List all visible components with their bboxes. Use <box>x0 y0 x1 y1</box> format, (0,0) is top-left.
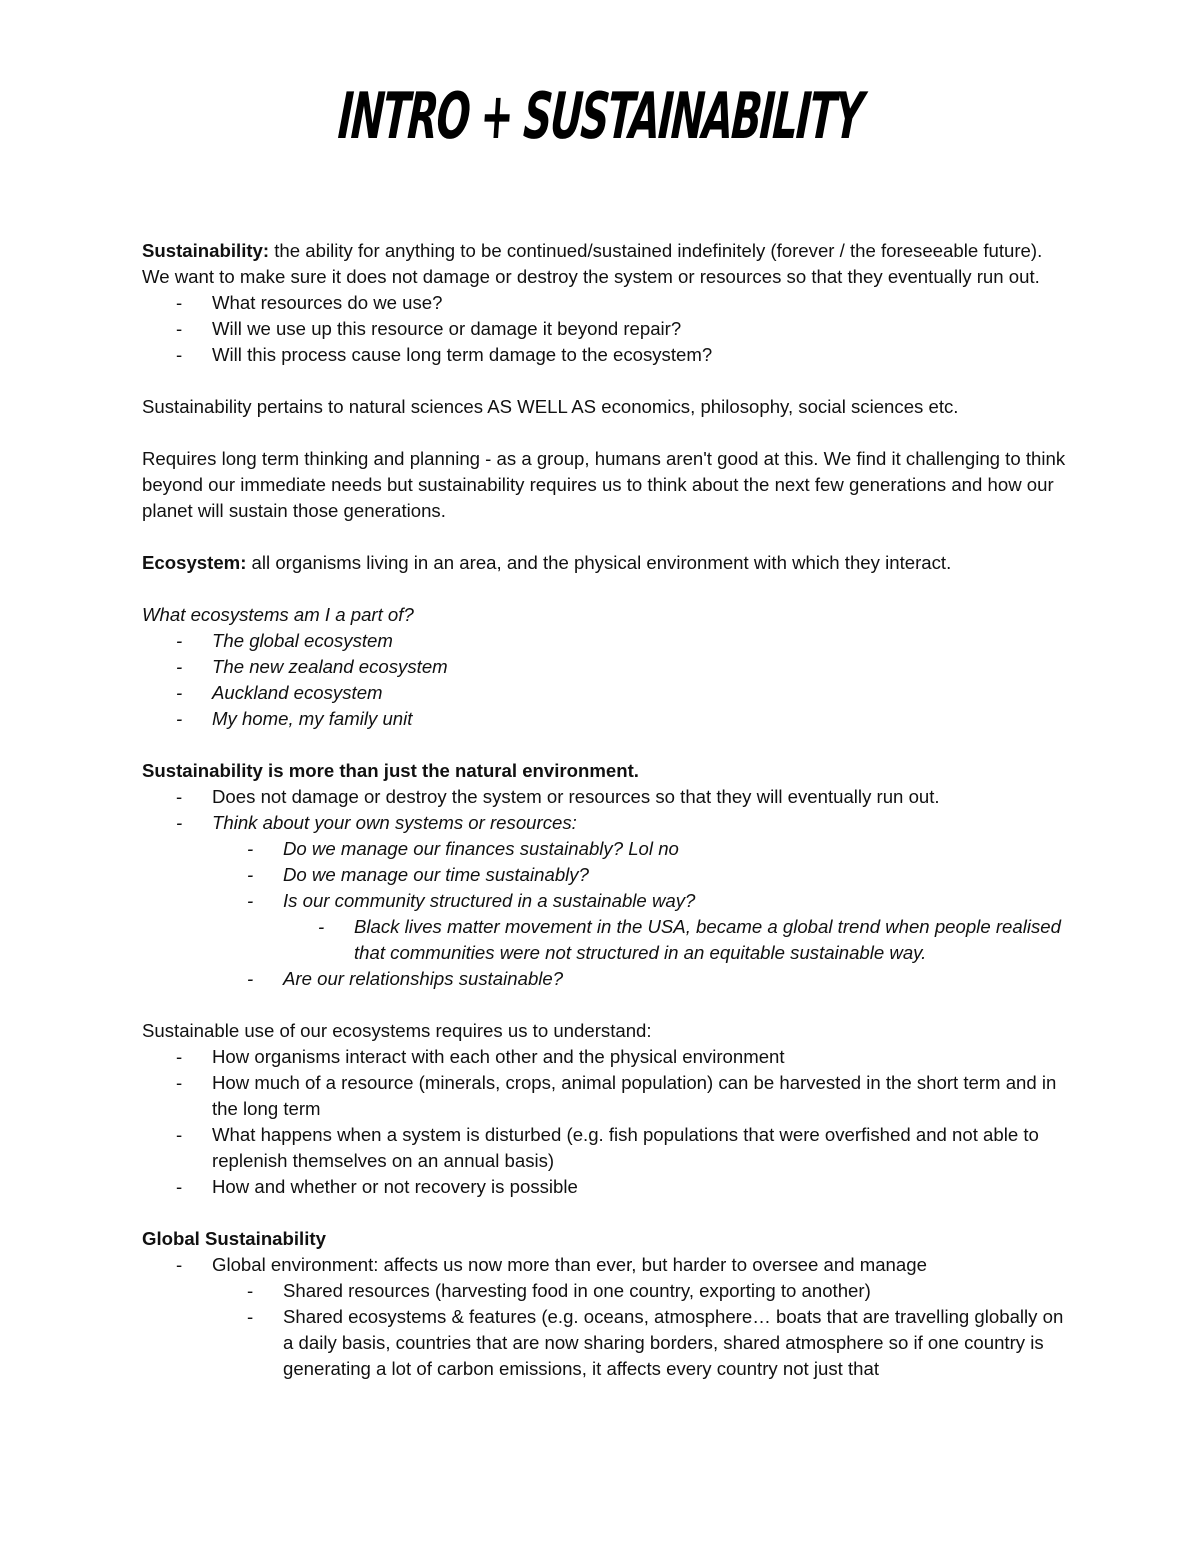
bullet-dash: - <box>176 812 183 833</box>
bullet-dash: - <box>176 708 183 729</box>
bullet-dash: - <box>176 656 183 677</box>
bullet-dash: - <box>176 786 183 807</box>
list-item: - Does not damage or destroy the system or resources so that they will eventually run out. <box>142 784 1072 810</box>
bullet-dash: - <box>176 1124 183 1145</box>
list-item: - The global ecosystem <box>142 628 1072 654</box>
list-item: - What happens when a system is disturbed (e.g. fish populations that were overfished and not able to replenish themselves on an annual basis) <box>176 1124 1039 1171</box>
bullet-dash: - <box>247 1306 254 1327</box>
ecosystem-term: Ecosystem: <box>142 552 247 573</box>
bullet-dash: - <box>176 344 183 365</box>
ecosystem-definition <box>142 550 1072 576</box>
sub-list-item: - Shared ecosystems & features (e.g. oceans, atmosphere… boats that are travelling globally on a daily basis, countries that are now sharing borders, shared atmosphere so if one country is generating a lot of carbon emissions, it affects every country not just that <box>247 1306 1064 1379</box>
bullet-dash: - <box>176 318 183 339</box>
list-item: - What resources do we use? <box>142 290 1072 316</box>
bullet-dash: - <box>176 1176 183 1197</box>
bullet-dash: - <box>247 838 254 859</box>
list-item: - How and whether or not recovery is possible <box>142 1174 1072 1200</box>
sub-list-item: - Shared resources (harvesting food in one country, exporting to another) <box>142 1278 1072 1304</box>
sub-sub-list-item: - Black lives matter movement in the USA, became a global trend when people realised that communities were not structured in an equitable sustainable way. <box>318 916 1061 963</box>
bullet-dash: - <box>247 1280 254 1301</box>
sustainability-definition-text: the ability for anything to be continued/sustained indefinitely (forever / the foreseeable future). We want to make sure it does not damage or destroy the system or resources so that they eventually run out. <box>142 240 1043 287</box>
list-item: - How organisms interact with each other and the physical environment <box>142 1044 1072 1070</box>
bullet-dash: - <box>176 1046 183 1067</box>
bullet-dash: - <box>176 682 183 703</box>
list-item: - How much of a resource (minerals, crops, animal population) can be harvested in the short term and in the long term <box>176 1072 1057 1119</box>
section-heading-more-than: Sustainability is more than just the natural environment. <box>142 760 639 781</box>
bullet-dash: - <box>247 890 254 911</box>
sub-list-item: - Is our community structured in a sustainable way? <box>142 888 1072 914</box>
ecosystems-question: What ecosystems am I a part of? <box>142 604 414 625</box>
list-item: - Global environment: affects us now more than ever, but harder to oversee and manage <box>142 1252 1072 1278</box>
list-item: - Think about your own systems or resources: <box>142 810 1072 836</box>
section-heading-global: Global Sustainability <box>142 1228 326 1249</box>
list-item: - Will this process cause long term damage to the ecosystem? <box>142 342 1072 368</box>
pertains-paragraph: Sustainability pertains to natural sciences AS WELL AS economics, philosophy, social sciences etc. <box>142 396 959 417</box>
document-body <box>142 238 1072 1382</box>
list-item: - The new zealand ecosystem <box>142 654 1072 680</box>
list-item: - Auckland ecosystem <box>142 680 1072 706</box>
sustainability-definition <box>142 238 1072 290</box>
bullet-dash: - <box>176 630 183 651</box>
long-term-paragraph: Requires long term thinking and planning - as a group, humans aren't good at this. We find it challenging to think beyond our immediate needs but sustainability requires us to think about the next few generations and how our planet will sustain those generations. <box>142 448 1066 521</box>
ecosystem-definition-text: all organisms living in an area, and the physical environment with which they interact. <box>246 552 952 573</box>
page-title: INTRO + SUSTAINABILITY <box>336 80 864 154</box>
bullet-dash: - <box>247 864 254 885</box>
list-item: - Will we use up this resource or damage it beyond repair? <box>142 316 1072 342</box>
sustainability-term: Sustainability: <box>142 240 270 261</box>
bullet-dash: - <box>176 1254 183 1275</box>
sub-list-item: - Do we manage our time sustainably? <box>142 862 1072 888</box>
sustainable-use-heading: Sustainable use of our ecosystems requires us to understand: <box>142 1020 652 1041</box>
bullet-dash: - <box>247 968 254 989</box>
sub-list-item: - Do we manage our finances sustainably? Lol no <box>142 836 1072 862</box>
bullet-dash: - <box>176 292 183 313</box>
bullet-dash: - <box>176 1072 183 1093</box>
bullet-dash: - <box>318 916 325 937</box>
sub-list-item: - Are our relationships sustainable? <box>142 966 1072 992</box>
list-item: - My home, my family unit <box>142 706 1072 732</box>
